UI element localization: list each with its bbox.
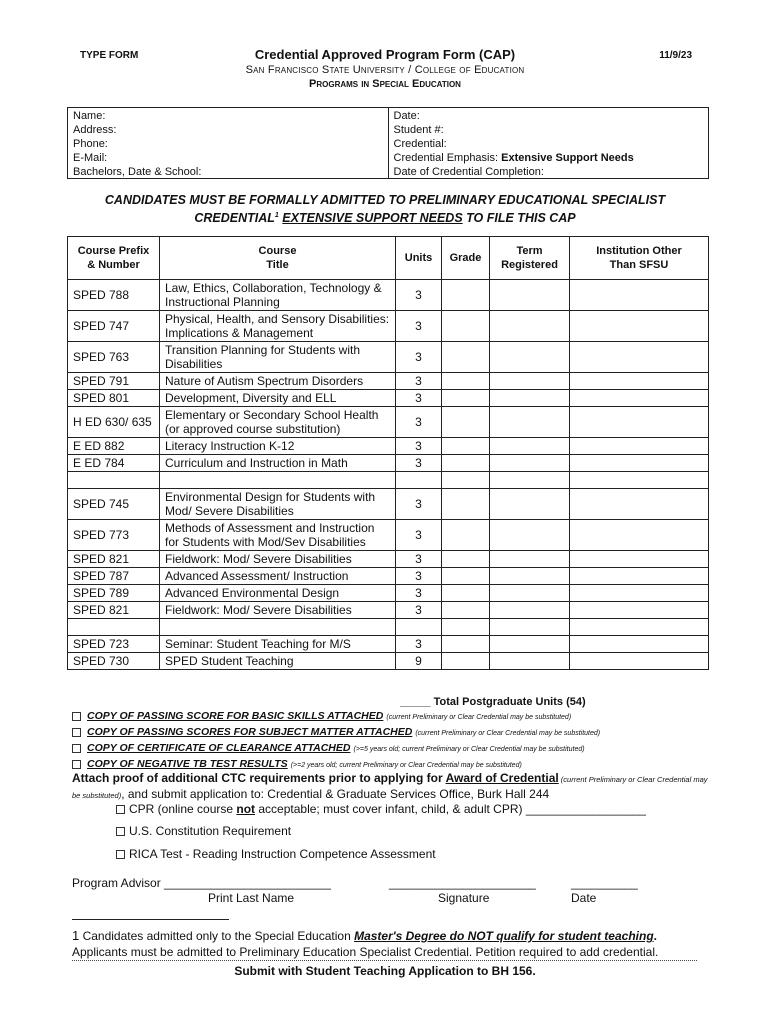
checkbox[interactable] — [72, 760, 81, 769]
checklist-item — [72, 741, 600, 757]
blank-cell — [570, 619, 709, 636]
term-cell[interactable] — [490, 585, 570, 602]
term-cell[interactable] — [490, 311, 570, 342]
course-number: SPED 730 — [68, 653, 160, 670]
notice-line-1: CANDIDATES MUST BE FORMALLY ADMITTED TO PRELIMINARY EDUCATIONAL SPECIALIST — [104, 193, 666, 207]
table-row — [68, 455, 709, 472]
rica-text: RICA Test - Reading Instruction Competence Assessment — [129, 847, 436, 861]
checkbox[interactable] — [116, 827, 125, 836]
program-advisor-line[interactable]: Program Advisor _________________________ — [72, 876, 331, 890]
signature-line[interactable]: ______________________ — [389, 876, 536, 890]
grade-cell[interactable] — [442, 455, 490, 472]
grade-cell[interactable] — [442, 342, 490, 373]
institution-cell[interactable] — [570, 373, 709, 390]
table-row — [68, 636, 709, 653]
course-units: 3 — [396, 311, 442, 342]
footnote-divider — [72, 919, 229, 920]
attach-heading: Attach proof of additional CTC requirements prior to applying for — [72, 771, 446, 785]
institution-cell[interactable] — [570, 653, 709, 670]
table-row — [68, 311, 709, 342]
checkbox[interactable] — [116, 850, 125, 859]
course-number: SPED 747 — [68, 311, 160, 342]
blank-cell — [490, 472, 570, 489]
notice-line-2 — [60, 208, 710, 226]
term-cell[interactable] — [490, 455, 570, 472]
course-title: Methods of Assessment and Instruction for Students with Mod/Sev Disabilities — [160, 520, 396, 551]
course-title: Curriculum and Instruction in Math — [160, 455, 396, 472]
student-info-box — [67, 107, 709, 179]
course-units: 3 — [396, 585, 442, 602]
table-row — [68, 551, 709, 568]
checklist-text: COPY OF PASSING SCORES FOR SUBJECT MATTER ATTACHED — [87, 726, 413, 738]
course-title: Development, Diversity and ELL — [160, 390, 396, 407]
table-row — [68, 390, 709, 407]
term-cell[interactable] — [490, 602, 570, 619]
checkbox[interactable] — [116, 805, 125, 814]
emphasis-label: Credential Emphasis: — [393, 152, 502, 164]
course-title: Environmental Design for Students with Mod/ Severe Disabilities — [160, 489, 396, 520]
col-course-prefix: Course Prefix & Number — [68, 237, 160, 280]
blank-cell — [490, 619, 570, 636]
course-number: SPED 773 — [68, 520, 160, 551]
course-title: Literacy Instruction K-12 — [160, 438, 396, 455]
course-number: SPED 788 — [68, 280, 160, 311]
course-units: 3 — [396, 489, 442, 520]
term-cell[interactable] — [490, 568, 570, 585]
date-line[interactable]: __________ — [571, 876, 638, 890]
submit-instruction: Submit with Student Teaching Application to BH 156. — [234, 964, 536, 978]
award-of-credential: Award of Credential — [445, 771, 559, 785]
course-number: H ED 630/ 635 — [68, 407, 160, 438]
course-title: SPED Student Teaching — [160, 653, 396, 670]
course-units: 3 — [396, 568, 442, 585]
footnote-number: 1 — [72, 928, 80, 943]
footnote-text: Candidates admitted only to the Special Education — [79, 929, 355, 943]
col-grade: Grade — [442, 237, 490, 280]
grade-cell[interactable] — [442, 390, 490, 407]
signature-label: Signature — [438, 891, 490, 905]
course-units: 3 — [396, 373, 442, 390]
institution-cell[interactable] — [570, 602, 709, 619]
credential-emphasis — [394, 151, 704, 165]
institution-cell[interactable] — [570, 568, 709, 585]
term-cell[interactable] — [490, 342, 570, 373]
phone-field[interactable]: Phone: — [73, 138, 108, 150]
footnote-line-2: Applicants must be admitted to Preliminary Education Specialist Credential. Petition required to add credential. — [72, 945, 659, 959]
course-title: Nature of Autism Spectrum Disorders — [160, 373, 396, 390]
course-units: 3 — [396, 520, 442, 551]
notice-tail: TO FILE THIS CAP — [462, 211, 576, 226]
name-field[interactable]: Name: — [73, 110, 106, 122]
checklist-note: (>=2 years old; current Preliminary or Clear Credential may be substituted) — [290, 762, 522, 769]
date-label: Date — [571, 891, 597, 905]
course-title: Physical, Health, and Sensory Disabilities: Implications & Management — [160, 311, 396, 342]
term-cell[interactable] — [490, 636, 570, 653]
info-right-column — [388, 108, 709, 178]
blank-cell — [160, 472, 396, 489]
grade-cell[interactable] — [442, 568, 490, 585]
cpr-text-tail: acceptable; must cover infant, child, & adult CPR) __________________ — [255, 802, 646, 816]
university-name: San Francisco State University / College of Education — [245, 64, 525, 76]
type-form-label: TYPE FORM — [80, 50, 139, 61]
checklist-text: COPY OF PASSING SCORE FOR BASIC SKILLS ATTACHED — [87, 710, 384, 722]
term-cell[interactable] — [490, 653, 570, 670]
program-name: Programs in Special Education — [309, 78, 461, 90]
term-cell[interactable] — [490, 438, 570, 455]
course-number: SPED 787 — [68, 568, 160, 585]
course-units: 3 — [396, 280, 442, 311]
blank-cell — [160, 619, 396, 636]
institution-cell[interactable] — [570, 280, 709, 311]
course-number: SPED 745 — [68, 489, 160, 520]
course-number: SPED 723 — [68, 636, 160, 653]
cpr-not: not — [236, 802, 256, 816]
course-title: Law, Ethics, Collaboration, Technology & Instructional Planning — [160, 280, 396, 311]
form-date: 11/9/23 — [659, 50, 692, 61]
course-units: 9 — [396, 653, 442, 670]
blank-cell — [442, 472, 490, 489]
institution-cell[interactable] — [570, 390, 709, 407]
grade-cell[interactable] — [442, 551, 490, 568]
footnote-period: . — [653, 929, 657, 943]
completion-date-field[interactable]: Date of Credential Completion: — [393, 166, 544, 178]
table-row — [68, 520, 709, 551]
institution-cell[interactable] — [570, 311, 709, 342]
course-title: Elementary or Secondary School Health (or approved course substitution) — [160, 407, 396, 438]
footnote-mark: 1 — [274, 212, 279, 219]
course-title: Seminar: Student Teaching for M/S — [160, 636, 396, 653]
table-row — [68, 373, 709, 390]
institution-cell[interactable] — [570, 438, 709, 455]
total-units[interactable]: _____ Total Postgraduate Units (54) — [400, 696, 586, 708]
credential-field[interactable]: Credential: — [393, 138, 447, 150]
cpr-requirement — [116, 802, 646, 816]
checklist-note: (current Preliminary or Clear Credential may be substituted) — [415, 730, 601, 737]
term-cell[interactable] — [490, 489, 570, 520]
course-units: 3 — [396, 551, 442, 568]
checklist-text: COPY OF NEGATIVE TB TEST RESULTS — [87, 758, 288, 770]
bachelors-field[interactable]: Bachelors, Date & School: — [73, 166, 202, 178]
blank-cell — [442, 619, 490, 636]
col-term: Term Registered — [490, 237, 570, 280]
table-row — [68, 602, 709, 619]
blank-cell — [396, 472, 442, 489]
ctc-requirements — [72, 771, 712, 803]
grade-cell[interactable] — [442, 311, 490, 342]
grade-cell[interactable] — [442, 280, 490, 311]
course-number: SPED 789 — [68, 585, 160, 602]
institution-cell[interactable] — [570, 489, 709, 520]
course-title: Fieldwork: Mod/ Severe Disabilities — [160, 551, 396, 568]
table-blank-row — [68, 472, 709, 489]
checklist-note: (current Preliminary or Clear Credential may be substituted) — [386, 714, 572, 721]
course-units: 3 — [396, 636, 442, 653]
table-row — [68, 568, 709, 585]
institution-cell[interactable] — [570, 551, 709, 568]
course-number: SPED 763 — [68, 342, 160, 373]
term-cell[interactable] — [490, 390, 570, 407]
copy-checklist — [72, 709, 600, 773]
course-units: 3 — [396, 438, 442, 455]
term-cell[interactable] — [490, 407, 570, 438]
constitution-requirement — [116, 824, 291, 838]
institution-cell[interactable] — [570, 636, 709, 653]
course-number: E ED 882 — [68, 438, 160, 455]
course-title: Advanced Environmental Design — [160, 585, 396, 602]
table-row — [68, 438, 709, 455]
course-table — [67, 236, 709, 670]
checklist-note: (>=5 years old; current Preliminary or Clear Credential may be substituted) — [353, 746, 585, 753]
course-units: 3 — [396, 455, 442, 472]
term-cell[interactable] — [490, 551, 570, 568]
grade-cell[interactable] — [442, 585, 490, 602]
checkbox[interactable] — [72, 712, 81, 721]
grade-cell[interactable] — [442, 520, 490, 551]
institution-cell[interactable] — [570, 520, 709, 551]
blank-cell — [68, 619, 160, 636]
table-row — [68, 653, 709, 670]
email-field[interactable]: E-Mail: — [73, 152, 108, 164]
student-number-field[interactable]: Student #: — [393, 124, 444, 136]
grade-cell[interactable] — [442, 602, 490, 619]
checklist-item — [72, 725, 600, 741]
grade-cell[interactable] — [442, 407, 490, 438]
term-cell[interactable] — [490, 520, 570, 551]
course-number: SPED 821 — [68, 551, 160, 568]
course-number: SPED 801 — [68, 390, 160, 407]
info-left-column — [68, 108, 388, 178]
col-course-title: Course Title — [160, 237, 396, 280]
course-number: SPED 821 — [68, 602, 160, 619]
date-field[interactable]: Date: — [393, 110, 420, 122]
course-units: 3 — [396, 602, 442, 619]
table-row — [68, 280, 709, 311]
emphasis-value: Extensive Support Needs — [501, 152, 634, 164]
constitution-text: U.S. Constitution Requirement — [129, 824, 292, 838]
attach-instructions: , and submit application to: Credential & Graduate Services Office, Burk Hall 244 — [121, 787, 550, 801]
dotted-divider — [72, 960, 697, 961]
course-number: SPED 791 — [68, 373, 160, 390]
grade-cell[interactable] — [442, 373, 490, 390]
institution-cell[interactable] — [570, 342, 709, 373]
address-field[interactable]: Address: — [73, 124, 117, 136]
table-header-row — [68, 237, 709, 280]
institution-cell[interactable] — [570, 407, 709, 438]
checkbox[interactable] — [72, 744, 81, 753]
table-row — [68, 489, 709, 520]
table-row — [68, 407, 709, 438]
term-cell[interactable] — [490, 373, 570, 390]
form-title: Credential Approved Program Form (CAP) — [254, 47, 516, 62]
course-number: E ED 784 — [68, 455, 160, 472]
course-title: Advanced Assessment/ Instruction — [160, 568, 396, 585]
col-units: Units — [396, 237, 442, 280]
print-last-name-label: Print Last Name — [208, 891, 295, 905]
blank-cell — [570, 472, 709, 489]
institution-cell[interactable] — [570, 455, 709, 472]
course-units: 3 — [396, 342, 442, 373]
course-units: 3 — [396, 407, 442, 438]
checkbox[interactable] — [72, 728, 81, 737]
blank-cell — [68, 472, 160, 489]
term-cell[interactable] — [490, 280, 570, 311]
grade-cell[interactable] — [442, 438, 490, 455]
blank-cell — [396, 619, 442, 636]
course-title: Fieldwork: Mod/ Severe Disabilities — [160, 602, 396, 619]
grade-cell[interactable] — [442, 636, 490, 653]
admission-notice — [60, 192, 710, 226]
checklist-item — [72, 709, 600, 725]
notice-emphasis: EXTENSIVE SUPPORT NEEDS — [282, 211, 463, 226]
notice-credential: CREDENTIAL — [194, 211, 275, 226]
rica-requirement — [116, 847, 436, 861]
footnote-line-1 — [72, 928, 657, 943]
course-title: Transition Planning for Students with Disabilities — [160, 342, 396, 373]
course-units: 3 — [396, 390, 442, 407]
table-row — [68, 585, 709, 602]
grade-cell[interactable] — [442, 653, 490, 670]
checklist-text: COPY OF CERTIFICATE OF CLEARANCE ATTACHED — [87, 742, 351, 754]
cpr-text: CPR (online course — [129, 802, 237, 816]
institution-cell[interactable] — [570, 585, 709, 602]
grade-cell[interactable] — [442, 489, 490, 520]
col-institution: Institution Other Than SFSU — [570, 237, 709, 280]
footnote-emphasis: Master's Degree do NOT qualify for student teaching — [354, 929, 654, 943]
table-blank-row — [68, 619, 709, 636]
table-row — [68, 342, 709, 373]
attach-note: (current Preliminary or Clear Credential may be substituted) — [72, 775, 708, 800]
